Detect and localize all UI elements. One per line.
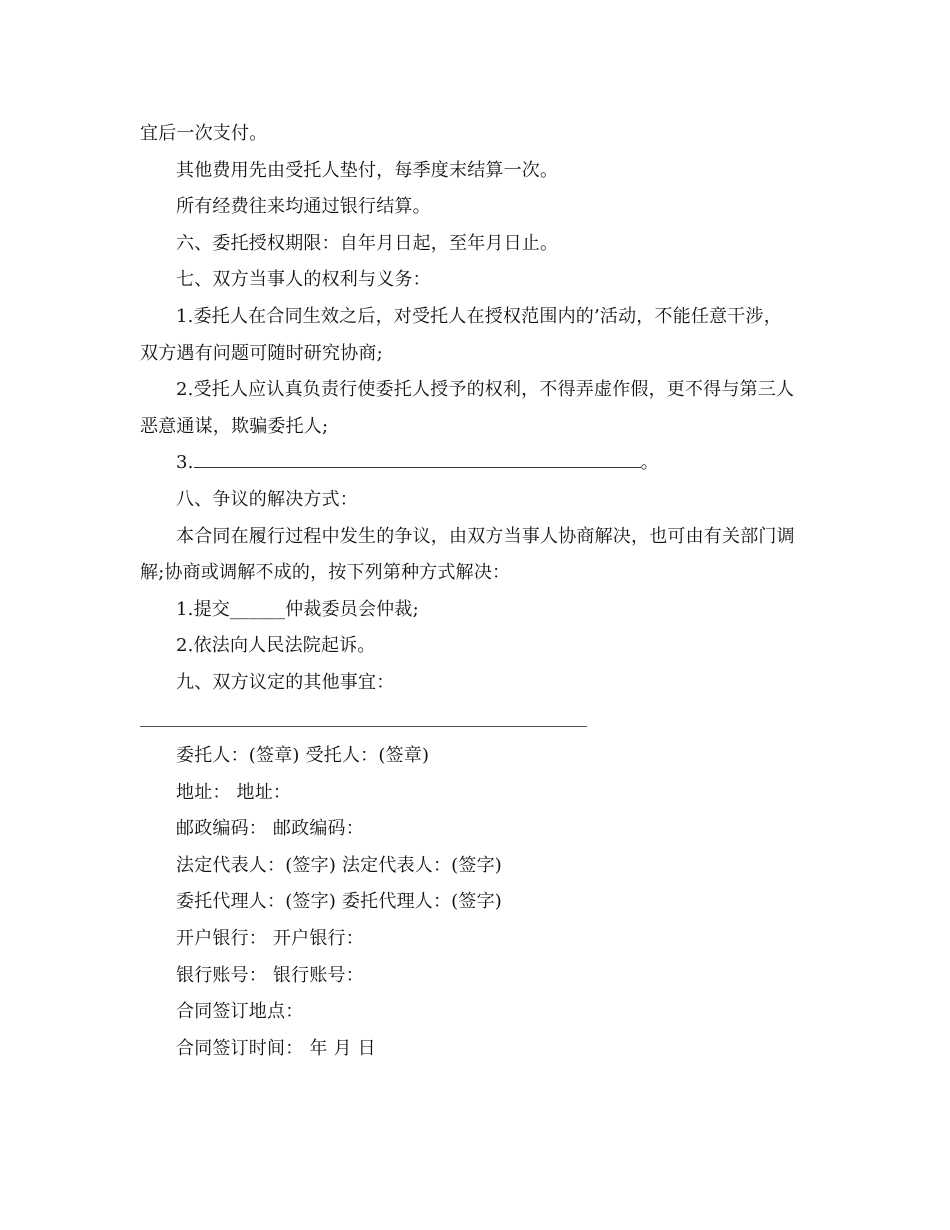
signature-postal-code: 邮政编码： 邮政编码： bbox=[176, 818, 364, 840]
obligation-item-3-number: 3. bbox=[176, 452, 194, 474]
dispute-option-court: 2.依法向人民法院起诉。 bbox=[176, 635, 376, 657]
obligation-item-1-line-2: 双方遇有问题可随时研究协商; bbox=[140, 342, 383, 364]
bank-settlement-clause: 所有经费往来均通过银行结算。 bbox=[176, 196, 431, 218]
signing-location: 合同签订地点： bbox=[176, 1001, 304, 1023]
signature-legal-representative: 法定代表人：(签字) 法定代表人：(签字) bbox=[176, 854, 503, 876]
dispute-option-arbitration: 1.提交______仲裁委员会仲裁; bbox=[176, 598, 419, 620]
obligation-item-1-line-1: 1.委托人在合同生效之后，对受托人在授权范围内的’活动，不能任意干涉， bbox=[176, 305, 782, 327]
dispute-clause-line-2: 解;协商或调解不成的，按下列第种方式解决： bbox=[140, 562, 511, 584]
obligation-item-2-line-2: 恶意通谋，欺骗委托人; bbox=[140, 415, 329, 437]
payment-continuation-line: 宜后一次支付。 bbox=[140, 123, 268, 144]
signature-authorized-agent: 委托代理人：(签字) 委托代理人：(签字) bbox=[176, 891, 503, 913]
rights-obligations-heading: 七、双方当事人的权利与义务： bbox=[176, 269, 431, 291]
authorization-period-heading: 六、委托授权期限：自年月日起，至年月日止。 bbox=[176, 232, 559, 254]
signature-principal-agent: 委托人：(签章) 受托人：(签章) bbox=[176, 745, 430, 767]
dispute-clause-line-1: 本合同在履行过程中发生的争议，由双方当事人协商解决，也可由有关部门调 bbox=[176, 525, 795, 547]
other-fees-clause: 其他费用先由受托人垫付，每季度末结算一次。 bbox=[176, 159, 559, 181]
signature-bank: 开户银行： 开户银行： bbox=[176, 928, 364, 950]
obligation-item-3-end: 。 bbox=[640, 452, 659, 474]
other-matters-blank-line bbox=[140, 726, 587, 727]
obligation-item-3-blank bbox=[194, 449, 641, 468]
obligation-item-2-line-1: 2.受托人应认真负责行使委托人授予的权利，不得弄虚作假，更不得与第三人 bbox=[176, 379, 795, 401]
signature-bank-account: 银行账号： 银行账号： bbox=[176, 964, 364, 986]
contract-body bbox=[140, 116, 820, 1067]
obligation-item-3 bbox=[140, 445, 820, 482]
dispute-resolution-heading: 八、争议的解决方式： bbox=[176, 488, 358, 510]
signing-date: 合同签订时间： 年 月 日 bbox=[176, 1037, 376, 1059]
other-matters-blank-row bbox=[140, 702, 820, 739]
signature-address: 地址： 地址： bbox=[176, 781, 292, 803]
other-matters-heading: 九、双方议定的其他事宜： bbox=[176, 671, 395, 693]
